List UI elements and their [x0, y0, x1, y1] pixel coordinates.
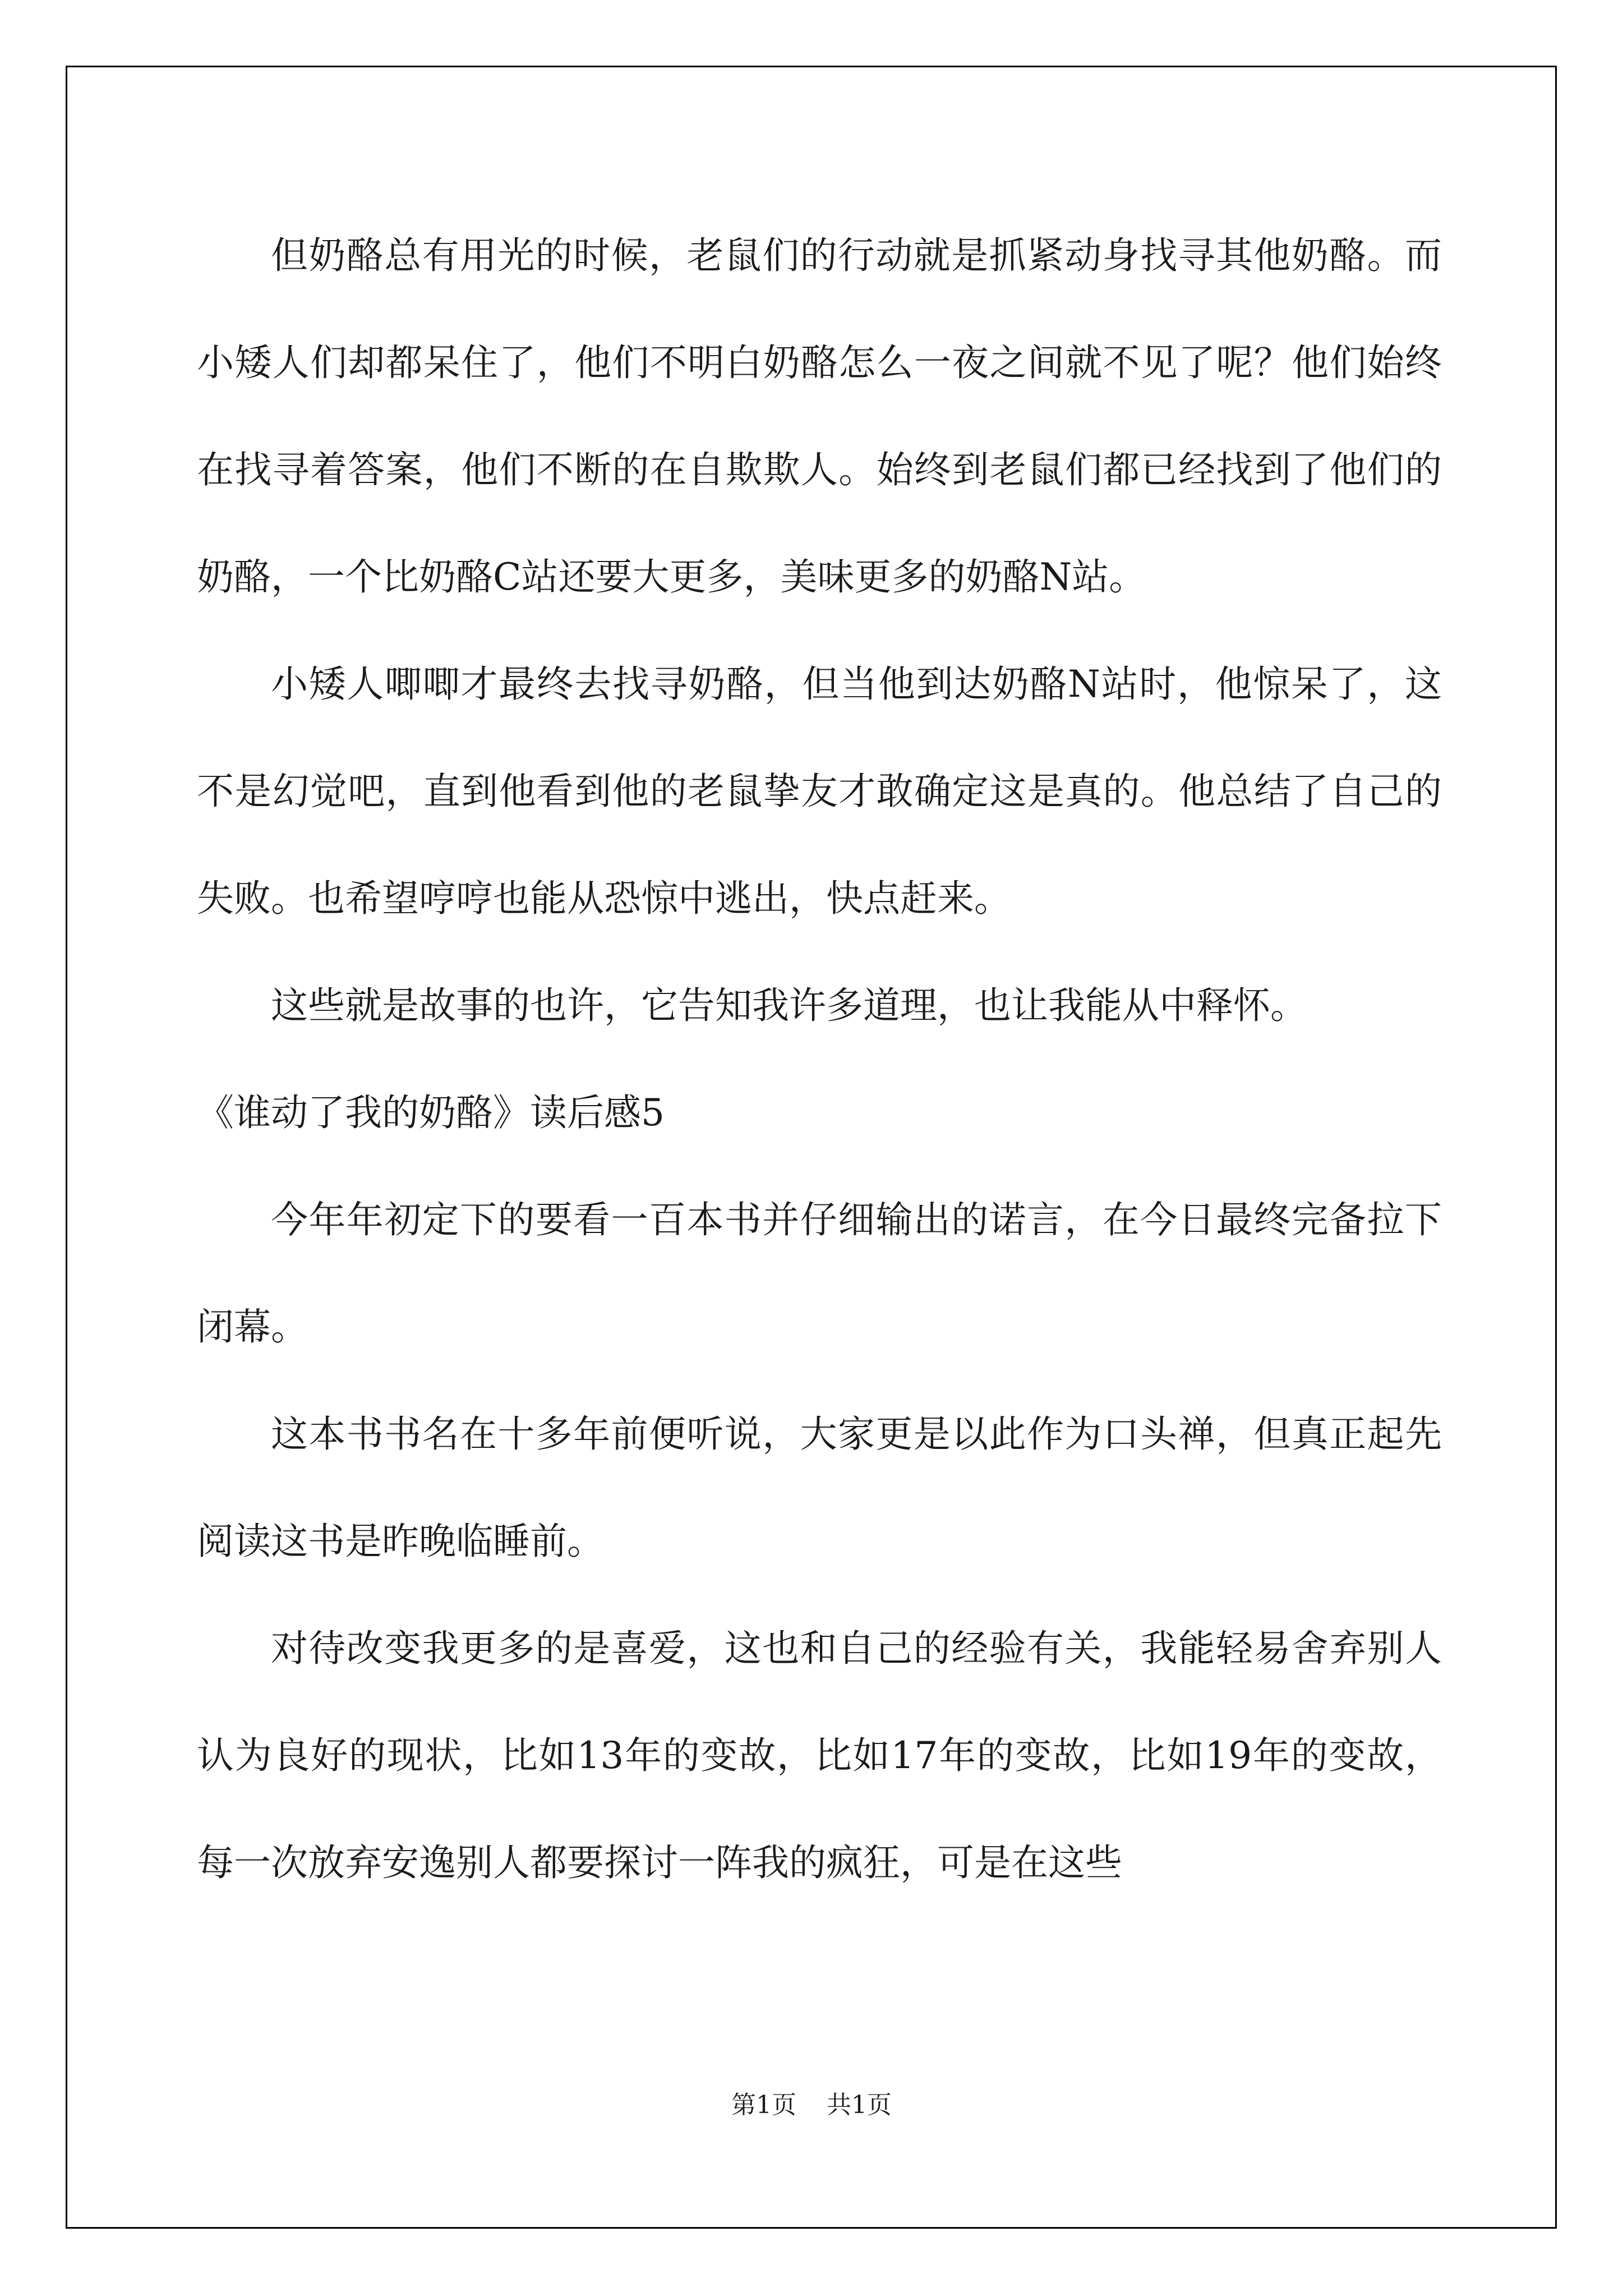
paragraph: 这些就是故事的也许，它告知我许多道理，也让我能从中释怀。	[271, 984, 1307, 1027]
paragraph: 这本书书名在十多年前便听说，大家更是以此作为口头禅，但真正起先阅读这书是昨晚临睡前。	[197, 1412, 1442, 1563]
paragraph: 小矮人唧唧才最终去找寻奶酪，但当他到达奶酪N站时，他惊呆了，这不是幻觉吧，直到他看到他的老鼠挚友才敢确定这是真的。他总结了自己的失败。也希望哼哼也能从恐惊中逃出，快点赶来。	[197, 662, 1442, 920]
section-heading: 《谁动了我的奶酪》读后感5	[197, 1091, 665, 1134]
paragraph: 今年年初定下的要看一百本书并仔细输出的诺言，在今日最终完备拉下闭幕。	[197, 1198, 1442, 1349]
paragraph: 对待改变我更多的是喜爱，这也和自己的经验有关，我能轻易舍弃别人认为良好的现状，比如13年的变故，比如17年的变故，比如19年的变故，每一次放弃安逸别人都要探讨一阵我的疯狂，可是在这些	[197, 1627, 1442, 1884]
document-body	[197, 202, 1442, 1916]
paragraph: 但奶酪总有用光的时候，老鼠们的行动就是抓紧动身找寻其他奶酪。而小矮人们却都呆住了，他们不明白奶酪怎么一夜之间就不见了呢？他们始终在找寻着答案，他们不断的在自欺欺人。始终到老鼠们都已经找到了他们的奶酪，一个比奶酪C站还要大更多，美味更多的奶酪N站。	[197, 234, 1442, 599]
page-total: 共1页	[827, 2091, 892, 2119]
page-footer	[0, 2085, 1623, 2120]
page-number: 第1页	[731, 2091, 796, 2119]
